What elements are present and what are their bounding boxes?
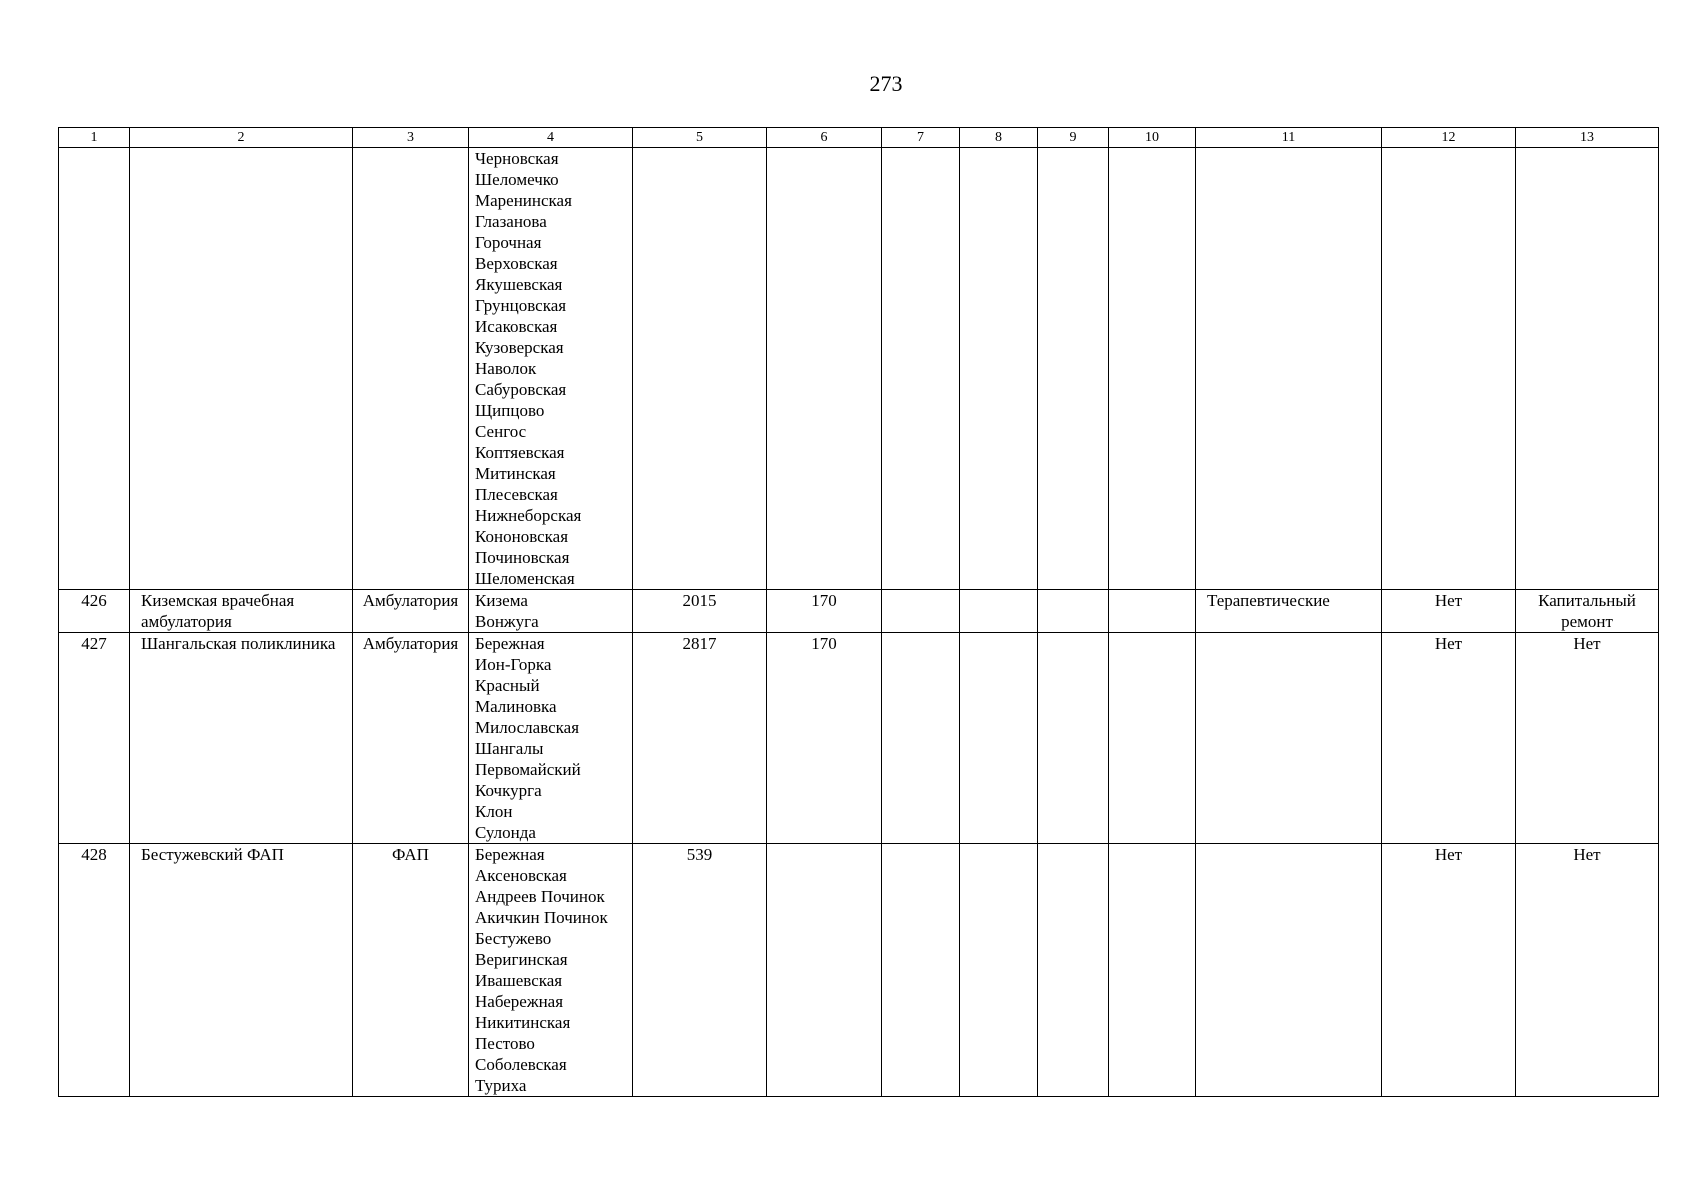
settlement-item: Кузоверская [475,338,564,357]
col8-cell [960,633,1038,844]
col9-cell [1038,633,1109,844]
settlement-item: Якушевская [475,275,563,294]
col7-cell [882,633,960,844]
settlements-cell [469,633,633,844]
col5-cell: 2817 [633,633,767,844]
settlement-item: Кизема [475,591,528,610]
specialties-cell [1196,844,1382,1097]
settlements-cell [469,148,633,590]
row-number-cell: 427 [59,633,130,844]
column-header-7: 7 [882,128,960,148]
settlement-item: Красный [475,676,540,695]
settlement-item: Митинская [475,464,556,483]
settlement-item: Щипцово [475,401,545,420]
col5-cell [633,148,767,590]
col13-cell: Нет [1516,633,1659,844]
settlement-item: Веригинская [475,950,568,969]
col12-cell: Нет [1382,844,1516,1097]
col7-cell [882,148,960,590]
column-header-6: 6 [767,128,882,148]
col6-cell [767,844,882,1097]
column-header-13: 13 [1516,128,1659,148]
col10-cell [1109,590,1196,633]
column-header-8: 8 [960,128,1038,148]
settlement-item: Первомайский [475,760,581,779]
col8-cell [960,844,1038,1097]
col13-cell [1516,148,1659,590]
settlement-item: Горочная [475,233,542,252]
column-header-3: 3 [353,128,469,148]
settlement-item: Набережная [475,992,564,1011]
settlement-item: Маренинская [475,191,572,210]
settlements-cell [469,844,633,1097]
facility-type-cell [353,148,469,590]
settlement-item: Плесевская [475,485,558,504]
settlement-item: Черновская [475,149,559,168]
col9-cell [1038,148,1109,590]
settlement-item: Пестово [475,1034,535,1053]
table-row [59,148,1659,590]
col7-cell [882,844,960,1097]
column-number-row [59,128,1659,148]
col13-cell: Капитальный ремонт [1516,590,1659,633]
facilities-table [58,127,1659,1097]
table-row [59,590,1659,633]
settlement-item: Бестужево [475,929,552,948]
settlement-item: Шангалы [475,739,544,758]
col6-cell: 170 [767,590,882,633]
facility-name-cell: Бестужевский ФАП [130,844,353,1097]
settlement-item: Шеломечко [475,170,559,189]
col8-cell [960,148,1038,590]
settlement-item: Андреев Починок [475,887,605,906]
page-number: 273 [869,71,903,96]
settlement-item: Бережная [475,634,545,653]
column-header-2: 2 [130,128,353,148]
row-number-cell [59,148,130,590]
settlement-item: Грунцовская [475,296,567,315]
settlements-cell [469,590,633,633]
settlement-item: Починовская [475,548,570,567]
col7-cell [882,590,960,633]
settlement-item: Исаковская [475,317,558,336]
settlement-item: Никитинская [475,1013,571,1032]
settlement-item: Бережная [475,845,545,864]
settlement-item: Сулонда [475,823,536,842]
settlement-item: Наволок [475,359,537,378]
table-body [59,148,1659,1097]
settlement-item: Аксеновская [475,866,567,885]
col5-cell: 539 [633,844,767,1097]
col12-cell [1382,148,1516,590]
column-header-9: 9 [1038,128,1109,148]
settlement-item: Кононовская [475,527,569,546]
specialties-cell [1196,633,1382,844]
settlement-item: Шеломенская [475,569,575,588]
row-number-cell: 426 [59,590,130,633]
col6-cell: 170 [767,633,882,844]
settlement-item: Сенгос [475,422,527,441]
table-row [59,844,1659,1097]
settlement-item: Коптяевская [475,443,565,462]
column-header-1: 1 [59,128,130,148]
column-header-12: 12 [1382,128,1516,148]
settlement-item: Вонжуга [475,612,539,631]
facility-type-cell: ФАП [353,844,469,1097]
col6-cell [767,148,882,590]
settlement-item: Акичкин Починок [475,908,608,927]
settlement-item: Милославская [475,718,580,737]
settlement-item: Кочкурга [475,781,542,800]
column-header-5: 5 [633,128,767,148]
col12-cell: Нет [1382,633,1516,844]
settlement-item: Сабуровская [475,380,567,399]
row-number-cell: 428 [59,844,130,1097]
col10-cell [1109,148,1196,590]
settlement-item: Ивашевская [475,971,563,990]
col12-cell: Нет [1382,590,1516,633]
col9-cell [1038,590,1109,633]
table-row [59,633,1659,844]
column-header-4: 4 [469,128,633,148]
specialties-cell: Терапевтические [1196,590,1382,633]
facility-name-cell: Киземская врачебная амбулатория [130,590,353,633]
facility-name-cell: Шангальская поликлиника [130,633,353,844]
settlement-item: Нижнеборская [475,506,582,525]
column-header-11: 11 [1196,128,1382,148]
settlement-item: Соболевская [475,1055,567,1074]
settlement-item: Глазанова [475,212,547,231]
specialties-cell [1196,148,1382,590]
settlement-item: Клон [475,802,513,821]
col8-cell [960,590,1038,633]
col10-cell [1109,633,1196,844]
col13-cell: Нет [1516,844,1659,1097]
column-header-10: 10 [1109,128,1196,148]
facility-name-cell [130,148,353,590]
facility-type-cell: Амбулатория [353,633,469,844]
col5-cell: 2015 [633,590,767,633]
settlement-item: Верховская [475,254,558,273]
settlement-item: Ион-Горка [475,655,552,674]
col10-cell [1109,844,1196,1097]
settlement-item: Туриха [475,1076,527,1095]
col9-cell [1038,844,1109,1097]
settlement-item: Малиновка [475,697,557,716]
facility-type-cell: Амбулатория [353,590,469,633]
